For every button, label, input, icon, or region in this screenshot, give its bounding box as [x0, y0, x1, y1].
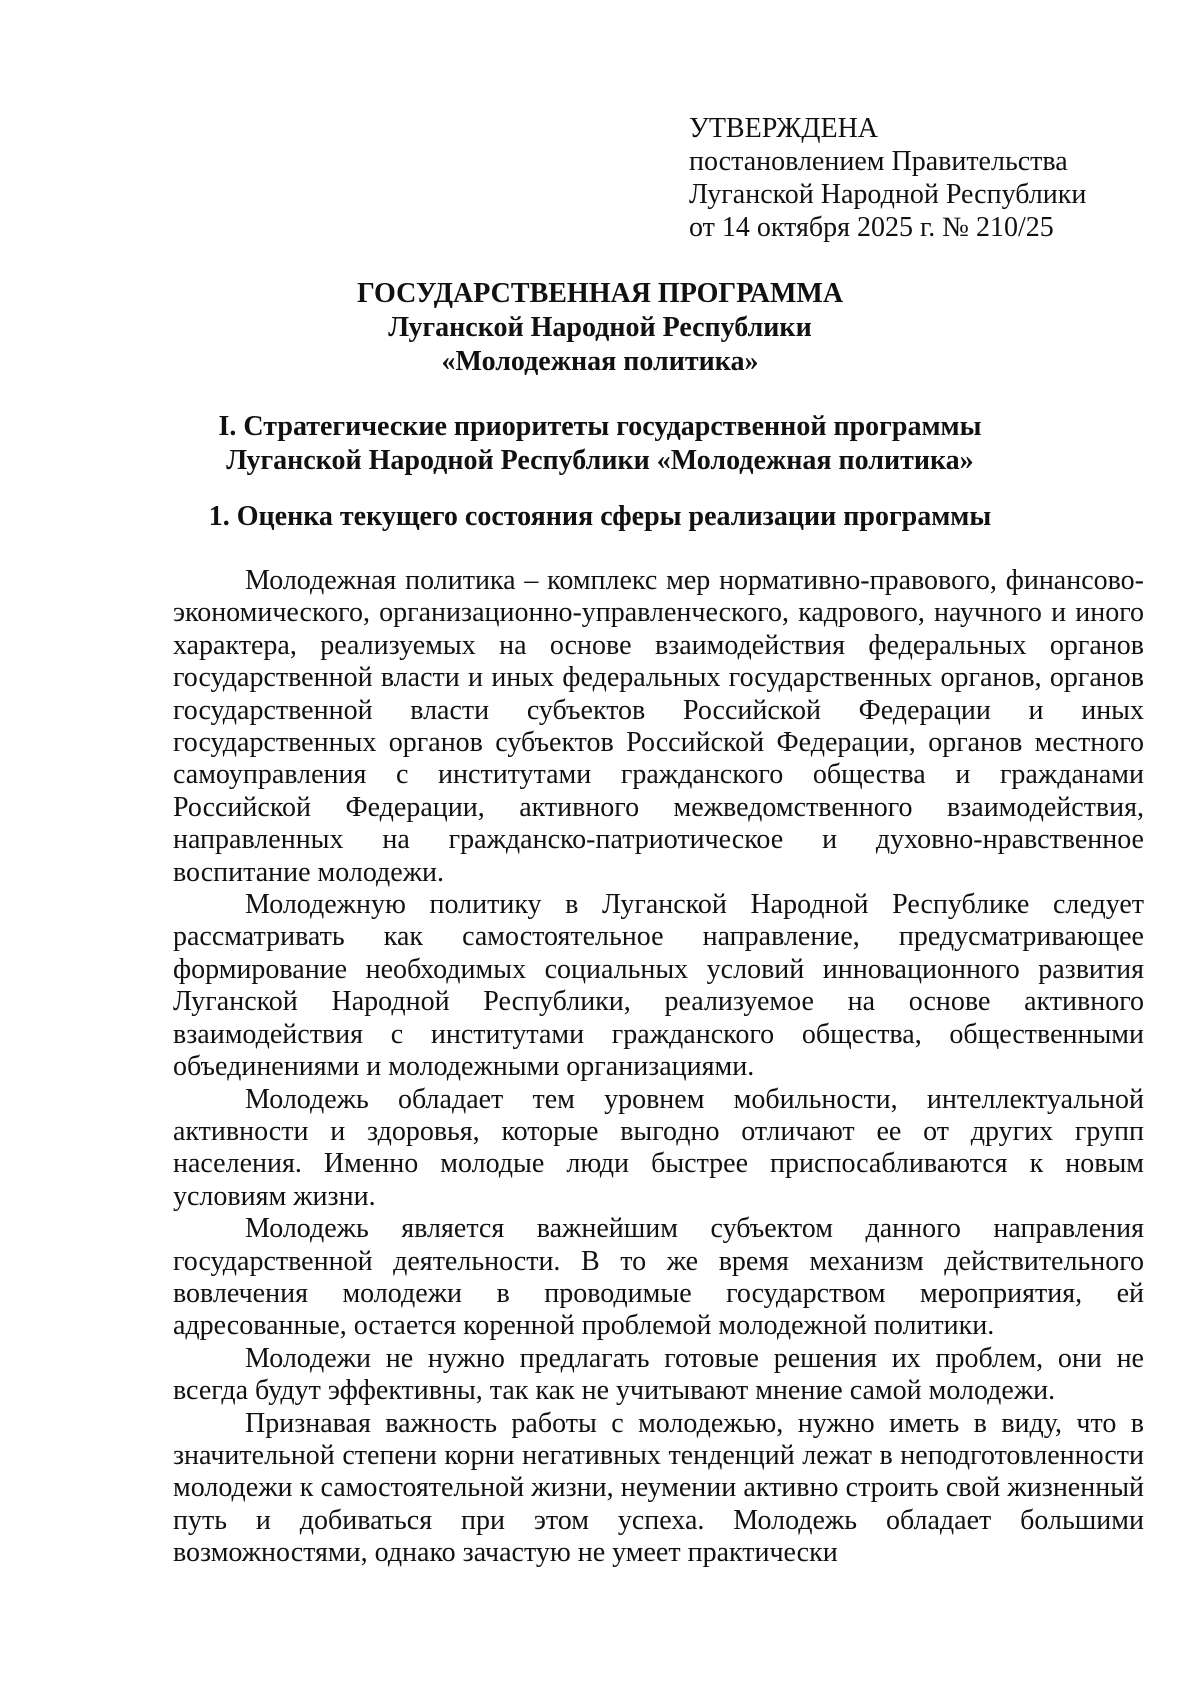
section-heading [0, 410, 1200, 478]
approval-republic: Луганской Народной Республики [689, 179, 1087, 210]
body-text [173, 565, 1144, 1570]
paragraph: Молодежную политику в Луганской Народной Республике следует рассматривать как самостоятельное направление, предусматривающее формирование необходимых социальных условий инновационного развития Луганской Народной Республики, реализуемое на основе активного взаимодействия с институтами гражданского общества, общественными объединениями и молодежными организациями. [173, 889, 1144, 1083]
document-title [0, 277, 1200, 379]
title-line-program: ГОСУДАРСТВЕННАЯ ПРОГРАММА [356, 278, 844, 309]
paragraph: Признавая важность работы с молодежью, нужно иметь в виду, что в значительной степени корни негативных тенденций лежат в неподготовленности молодежи к самостоятельной жизни, неумении активно строить свой жизненный путь и добиваться при этом успеха. Молодежь обладает большими возможностями, однако зачастую не умеет практически [173, 1407, 1144, 1569]
paragraph: Молодежи не нужно предлагать готовые решения их проблем, они не всегда будут эффективны, так как не учитывают мнение самой молодежи. [173, 1342, 1144, 1407]
title-line-republic: Луганской Народной Республики [388, 312, 812, 343]
approval-heading: УТВЕРЖДЕНА [689, 113, 879, 144]
paragraph: Молодежная политика – комплекс мер нормативно-правового, финансово-экономического, организационно-управленческого, кадрового, научного и иного характера, реализуемых на основе взаимодействия федеральных органов государственной власти и иных федеральных государственных органов, органов государственной власти субъектов Российской Федерации и иных государственных органов субъектов Российской Федерации, органов местного самоуправления с институтами гражданского общества и гражданами Российской Федерации, активного межведомственного взаимодействия, направленных на гражданско-патриотическое и духовно-нравственное воспитание молодежи. [173, 565, 1144, 888]
paragraph: Молодежь обладает тем уровнем мобильности, интеллектуальной активности и здоровья, которые выгодно отличают ее от других групп населения. Именно молодые люди быстрее приспосабливаются к новым условиям жизни. [173, 1083, 1144, 1212]
section-heading-line-1: I. Стратегические приоритеты государственной программы [218, 411, 982, 442]
title-line-name: «Молодежная политика» [441, 346, 759, 377]
approval-date-number: от 14 октября 2025 г. № 210/25 [689, 212, 1054, 243]
approval-stamp [689, 112, 1159, 244]
section-heading-line-2: Луганской Народной Республики «Молодежная политика» [226, 445, 974, 476]
approval-resolution: постановлением Правительства [689, 146, 1068, 177]
paragraph: Молодежь является важнейшим субъектом данного направления государственной деятельности. В то же время механизм действительного вовлечения молодежи в проводимые государством мероприятия, ей адресованные, остается коренной проблемой молодежной политики. [173, 1213, 1144, 1342]
subsection-heading: 1. Оценка текущего состояния сферы реализации программы [208, 501, 992, 532]
